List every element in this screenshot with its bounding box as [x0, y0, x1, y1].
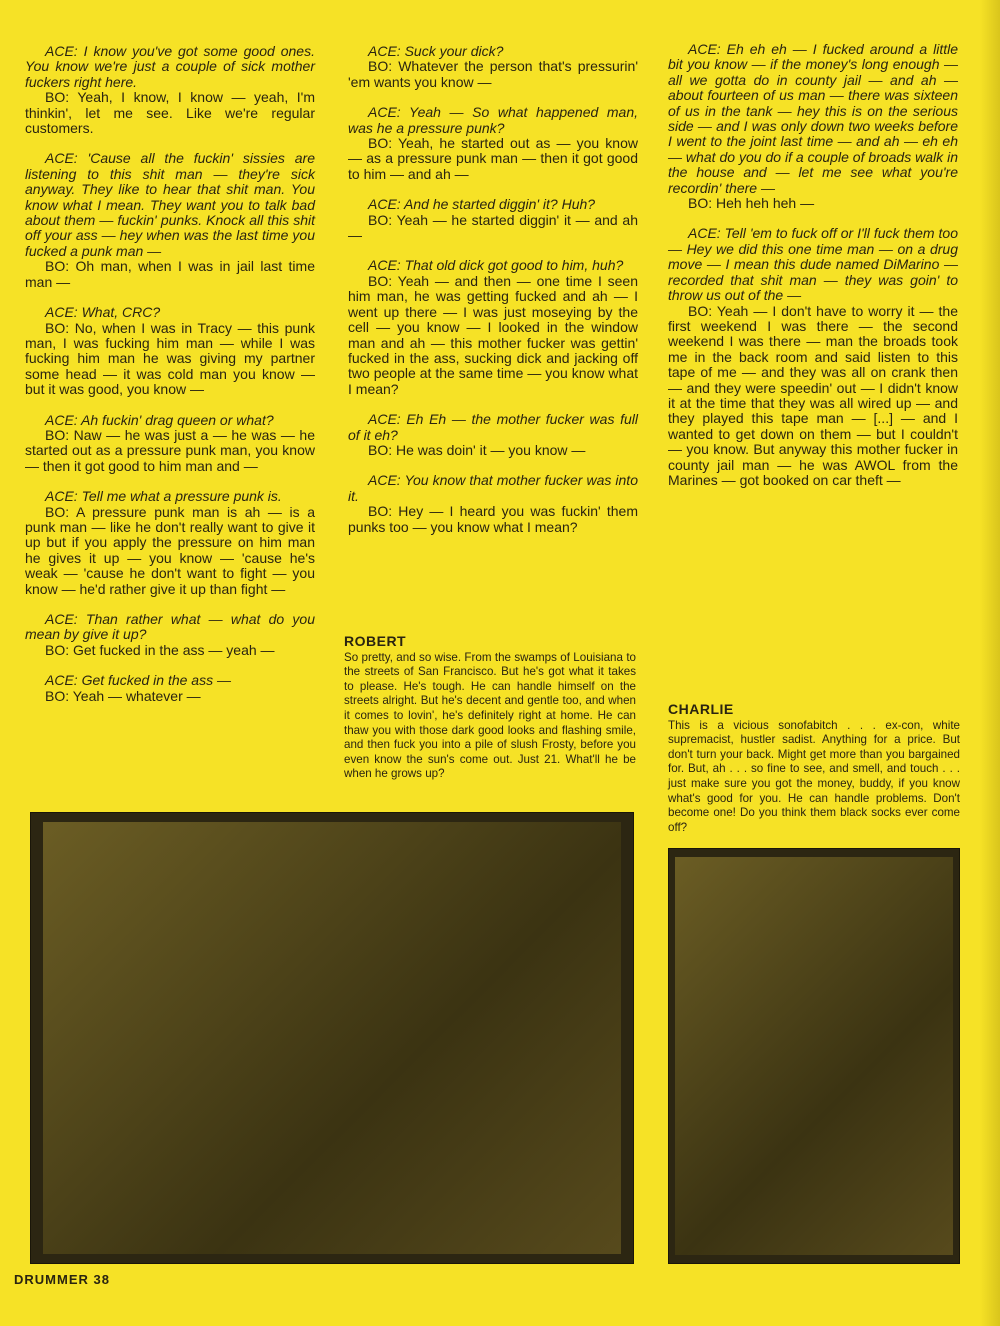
ace-line: ACE: Tell me what a pressure punk is.	[45, 488, 282, 505]
exchange	[348, 105, 638, 182]
charlie-text: This is a vicious sonofabitch . . . ex-con, white supremacist, hustler sadist. Anything for a price. But don't turn your back. Might get more than you bargained for. But, ah . . . so fine to see, and smell, and touch . . . just make sure you got the money, buddy, if you know what's good for you. He can handle problems. Don't become one! Do you think them black socks ever come off?	[668, 718, 960, 834]
charlie-photo	[668, 848, 960, 1264]
bo-line: BO: Yeah, I know, I know — yeah, I'm thinkin', let me see. Like we're regular customers.	[25, 89, 315, 137]
exchange	[348, 197, 638, 243]
ace-line: ACE: Suck your dick?	[368, 43, 504, 59]
ace-line: ACE: Eh eh eh — I fucked around a little bit you know — if the money's long enough — all we gotta do in county jail — and ah — about fourteen of us man — there was sixteen of us in the tank — hey this is on the serious side — and I was only down two weeks before I went to the joint last time — and ah — eh eh — what do you do if a couple of broads walk in the house and — let me see what you're recordin' there —	[668, 41, 958, 196]
bo-line: BO: Yeah — I don't have to worry it — the first weekend I was there — the second weekend I was there — man the broads took me in the back room and said listen to this tape of me — and they was all on crank then — and they were speedin' out — I didn't know it at the time that they was all wired up — and they played this tape man — [...] — and I wanted to get down on them — but I couldn't — you know. But anyway this mother fucker in county jail man — he was AWOL from the Marines — got booked on car theft —	[668, 302, 958, 488]
ace-line: ACE: And he started diggin' it? Huh?	[368, 196, 596, 213]
exchange	[25, 489, 315, 597]
exchange	[668, 42, 958, 211]
page-edge	[980, 0, 1000, 1326]
bo-line: BO: Hey — I heard you was fuckin' them punks too — you know what I mean?	[348, 503, 638, 535]
column-2	[348, 44, 638, 550]
bo-line: BO: Yeah — he started diggin' it — and ah —	[348, 211, 638, 244]
robert-heading: ROBERT	[344, 633, 407, 649]
ace-line: ACE: Get fucked in the ass —	[45, 672, 231, 689]
exchange	[348, 44, 638, 90]
ace-line: ACE: That old dick got good to him, huh?	[368, 257, 624, 274]
ace-line: ACE: Than rather what — what do you mean by give it up?	[25, 611, 315, 643]
bo-line: BO: Heh heh heh —	[688, 195, 815, 212]
exchange	[668, 226, 958, 488]
bo-line: BO: Yeah — whatever —	[45, 687, 201, 704]
exchange	[348, 412, 638, 458]
bo-line: BO: Oh man, when I was in jail last time man —	[25, 258, 315, 290]
charlie-caption	[668, 702, 960, 835]
ace-line: ACE: Yeah — So what happened man, was he a pressure punk?	[348, 104, 638, 136]
page-footer: DRUMMER 38	[14, 1272, 110, 1287]
column-1	[25, 44, 315, 719]
exchange	[348, 473, 638, 535]
ace-line: ACE: I know you've got some good ones. You know we're just a couple of sick mother fuckers right here.	[25, 43, 315, 90]
bo-line: BO: He was doin' it — you know —	[368, 441, 586, 458]
exchange	[25, 673, 315, 704]
exchange	[25, 44, 315, 136]
charlie-heading: CHARLIE	[668, 701, 734, 717]
bo-line: BO: Whatever the person that's pressurin' 'em wants you know —	[348, 58, 638, 90]
ace-line: ACE: 'Cause all the fuckin' sissies are listening to this shit man — they're sick anyway. They like to hear that shit man. You know what I mean. They want you to talk bad about them — fuckin' punks. Knock all this shit off your ass — hey when was the last time you fucked a punk man —	[25, 150, 315, 259]
bo-line: BO: A pressure punk man is ah — is a punk man — like he don't really want to give it up but if you apply the pressure on him man he gives it up — you know — 'cause he's weak — 'cause he don't want to fight — you know — he'd rather give it up than fight —	[25, 503, 315, 597]
exchange	[25, 413, 315, 475]
bo-line: BO: No, when I was in Tracy — this punk man, I was fucking him man — while I was fucking him man he was giving my partner some head — it was cold man you know — but it was good, you know —	[25, 319, 315, 398]
ace-line: ACE: Tell 'em to fuck off or I'll fuck them too — Hey we did this one time man — on a drug move — I mean this dude named DiMarino — recorded that shit man — they was goin' to throw us out of the —	[668, 225, 958, 304]
bo-line: BO: Get fucked in the ass — yeah —	[45, 641, 275, 658]
exchange	[348, 258, 638, 397]
bo-line: BO: Yeah — and then — one time I seen him man, he was getting fucked and ah — I went up there — I was just moseying by the cell — you know — I looked in the window man and ah — this mother fucker was gettin' fucked in the ass, sucking dick and jacking off two people at the same time — you know what I mean?	[348, 272, 638, 397]
ace-line: ACE: You know that mother fucker was into it.	[348, 472, 638, 504]
ace-line: ACE: Eh Eh — the mother fucker was full of it eh?	[348, 411, 638, 443]
bo-line: BO: Naw — he was just a — he was — he started out as a pressure punk man, you know — then it got good to him man and —	[25, 426, 315, 474]
exchange	[25, 612, 315, 658]
ace-line: ACE: What, CRC?	[45, 304, 161, 321]
robert-caption	[344, 634, 636, 782]
exchange	[25, 151, 315, 290]
exchange	[25, 305, 315, 397]
robert-photo	[30, 812, 634, 1264]
robert-text: So pretty, and so wise. From the swamps of Louisiana to the streets of San Francisco. But he's got what it takes to please. He's tough. He can handle himself on the streets alright. But he's decent and gentle too, and when it comes to lovin', he's definitely right at home. He can thaw you with those dark good looks and flashing smile, and then fuck you into a pile of slush Frosty, before you even know the sun's come out. Just 21. What'll he be when he grows up?	[344, 650, 636, 781]
bo-line: BO: Yeah, he started out as — you know — as a pressure punk man — then it got good to him — and ah —	[348, 135, 638, 182]
ace-line: ACE: Ah fuckin' drag queen or what?	[45, 411, 274, 428]
column-3	[668, 42, 958, 503]
